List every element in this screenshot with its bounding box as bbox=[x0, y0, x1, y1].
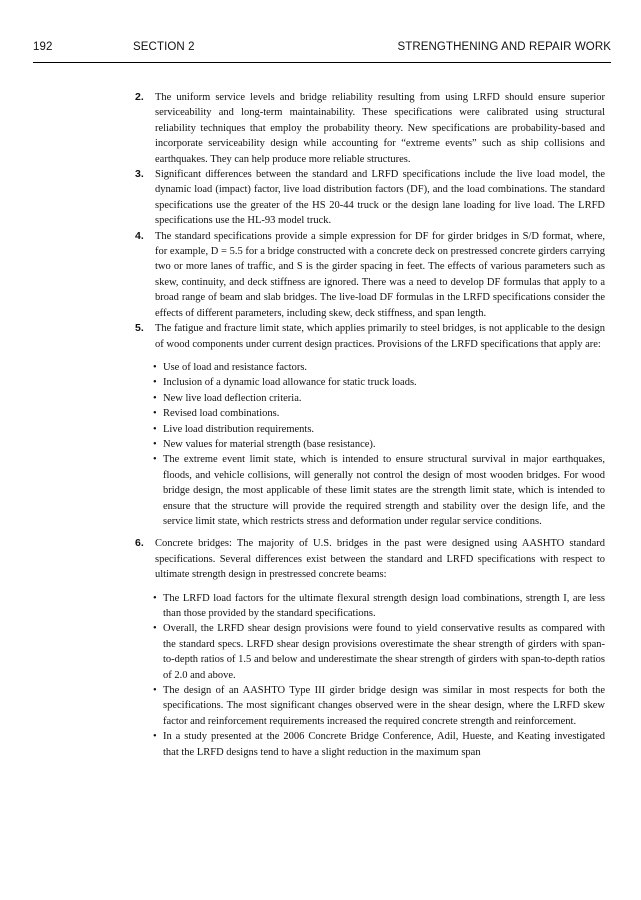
bullet-text: The design of an AASHTO Type III girder bridge design was similar in most respects for both the specifications. The most significant changes observed were in the shear design, where the LRFD skew factor and reinforcement requirements increased the required concrete strength and reinforcement. bbox=[163, 685, 605, 727]
item-text: The fatigue and fracture limit state, which applies primarily to steel bridges, is not applicable to the design of wood components under current design practices. Provisions of the LRFD specifications that apply are: bbox=[155, 323, 605, 350]
bullet-item bbox=[135, 452, 605, 529]
running-title: STRENGTHENING AND REPAIR WORK bbox=[397, 41, 611, 53]
bullet-icon: • bbox=[153, 623, 157, 635]
bullet-icon: • bbox=[153, 592, 157, 604]
item-text: The uniform service levels and bridge reliability resulting from using LRFD should ensure superior serviceability and long-term maintainability. These specifications were calibrated using structural reliability techniques that employ the probability theory. New specifications are probability-based and incorporate serviceability design while accounting for “extreme events” such as ship collisions and earthquakes. They can help produce more reliable structures. bbox=[155, 92, 605, 165]
bullet-list bbox=[135, 360, 605, 529]
bullet-icon: • bbox=[153, 731, 157, 743]
bullet-item bbox=[135, 437, 605, 452]
bullet-icon: • bbox=[153, 392, 157, 404]
bullet-text: Overall, the LRFD shear design provisions were found to yield conservative results as compared with the standard specs. LRFD shear design provisions overestimate the shear strength of girders with span-to-depth ratios of 1.5 and below and underestimate the shear strength of girders with span-to-depth ratios of 2.0 and above. bbox=[163, 623, 605, 681]
bullet-icon: • bbox=[153, 408, 157, 420]
bullet-icon: • bbox=[153, 685, 157, 697]
page-body bbox=[135, 90, 605, 767]
item-text: The standard specifications provide a simple expression for DF for girder bridges in S/D format, where, for example, D = 5.5 for a bridge constructed with a concrete deck on prestressed concrete girders carrying two or more lanes of traffic, and S is the girder spacing in feet. The effects of various parameters such as skew, continuity, and deck stiffness are ignored. There was a need to develop DF formulas that apply to a broad range of beam and slab bridges. The live-load DF formulas in the LRFD specifications consider the effects of different parameters, including skew, deck stiffness, and span length. bbox=[155, 230, 605, 319]
list-item-2 bbox=[135, 90, 605, 167]
bullet-text: Use of load and resistance factors. bbox=[163, 361, 308, 373]
item-number: 5. bbox=[135, 322, 144, 335]
page-number: 192 bbox=[33, 41, 53, 53]
item-number: 6. bbox=[135, 537, 144, 550]
bullet-item bbox=[135, 360, 605, 375]
bullet-item bbox=[135, 591, 605, 622]
bullet-item bbox=[135, 391, 605, 406]
bullet-text: Revised load combinations. bbox=[163, 408, 280, 420]
bullet-text: In a study presented at the 2006 Concrete Bridge Conference, Adil, Hueste, and Keating investigated that the LRFD designs tend to have a slight reduction in the maximum span bbox=[163, 731, 605, 758]
bullet-item bbox=[135, 406, 605, 421]
item-text: Concrete bridges: The majority of U.S. bridges in the past were designed using AASHTO standard specifications. Several differences exist between the standard and LRFD specifications with respect to ultimate strength design in prestressed concrete beams: bbox=[155, 538, 605, 581]
list-item-3 bbox=[135, 167, 605, 229]
bullet-icon: • bbox=[153, 423, 157, 435]
item-number: 4. bbox=[135, 229, 144, 242]
bullet-icon: • bbox=[153, 438, 157, 450]
bullet-icon: • bbox=[153, 454, 157, 466]
list-item-4 bbox=[135, 229, 605, 321]
item-text: Significant differences between the standard and LRFD specifications include the live load model, the dynamic load (impact) factor, live load distribution factors (DF), and the load combinations. The standard specifications use the greater of the HS 20-44 truck or the design lane loading for live load. The LRFD specifications use the HL-93 model truck. bbox=[155, 169, 605, 227]
bullet-text: The LRFD load factors for the ultimate flexural strength design load combinations, strength I, are less than those provided by the standard specifications. bbox=[163, 592, 605, 619]
list-item-5 bbox=[135, 321, 605, 352]
bullet-text: The extreme event limit state, which is intended to ensure structural survival in major earthquakes, floods, and vehicle collisions, will generally not control the design of most wooden bridges. For wood bridge design, the most applicable of these limit states are the strength limit state, which is intended to ensure that the structure will provide the required strength and stability over the design life, and the service limit state, which restricts stress and deformation under regular service conditions. bbox=[163, 454, 605, 527]
item-number: 2. bbox=[135, 91, 144, 103]
bullet-list bbox=[135, 591, 605, 760]
list-item-6 bbox=[135, 536, 605, 582]
bullet-text: New values for material strength (base resistance). bbox=[163, 438, 376, 450]
bullet-item bbox=[135, 621, 605, 683]
bullet-item bbox=[135, 422, 605, 437]
bullet-item bbox=[135, 683, 605, 729]
bullet-text: Live load distribution requirements. bbox=[163, 423, 315, 435]
bullet-text: Inclusion of a dynamic load allowance for static truck loads. bbox=[163, 377, 417, 389]
page-header bbox=[33, 38, 611, 63]
bullet-item bbox=[135, 375, 605, 390]
item-number: 3. bbox=[135, 168, 144, 181]
bullet-icon: • bbox=[153, 377, 157, 389]
section-label: SECTION 2 bbox=[133, 41, 195, 53]
bullet-text: New live load deflection criteria. bbox=[163, 392, 302, 404]
bullet-item bbox=[135, 729, 605, 760]
bullet-icon: • bbox=[153, 361, 157, 373]
